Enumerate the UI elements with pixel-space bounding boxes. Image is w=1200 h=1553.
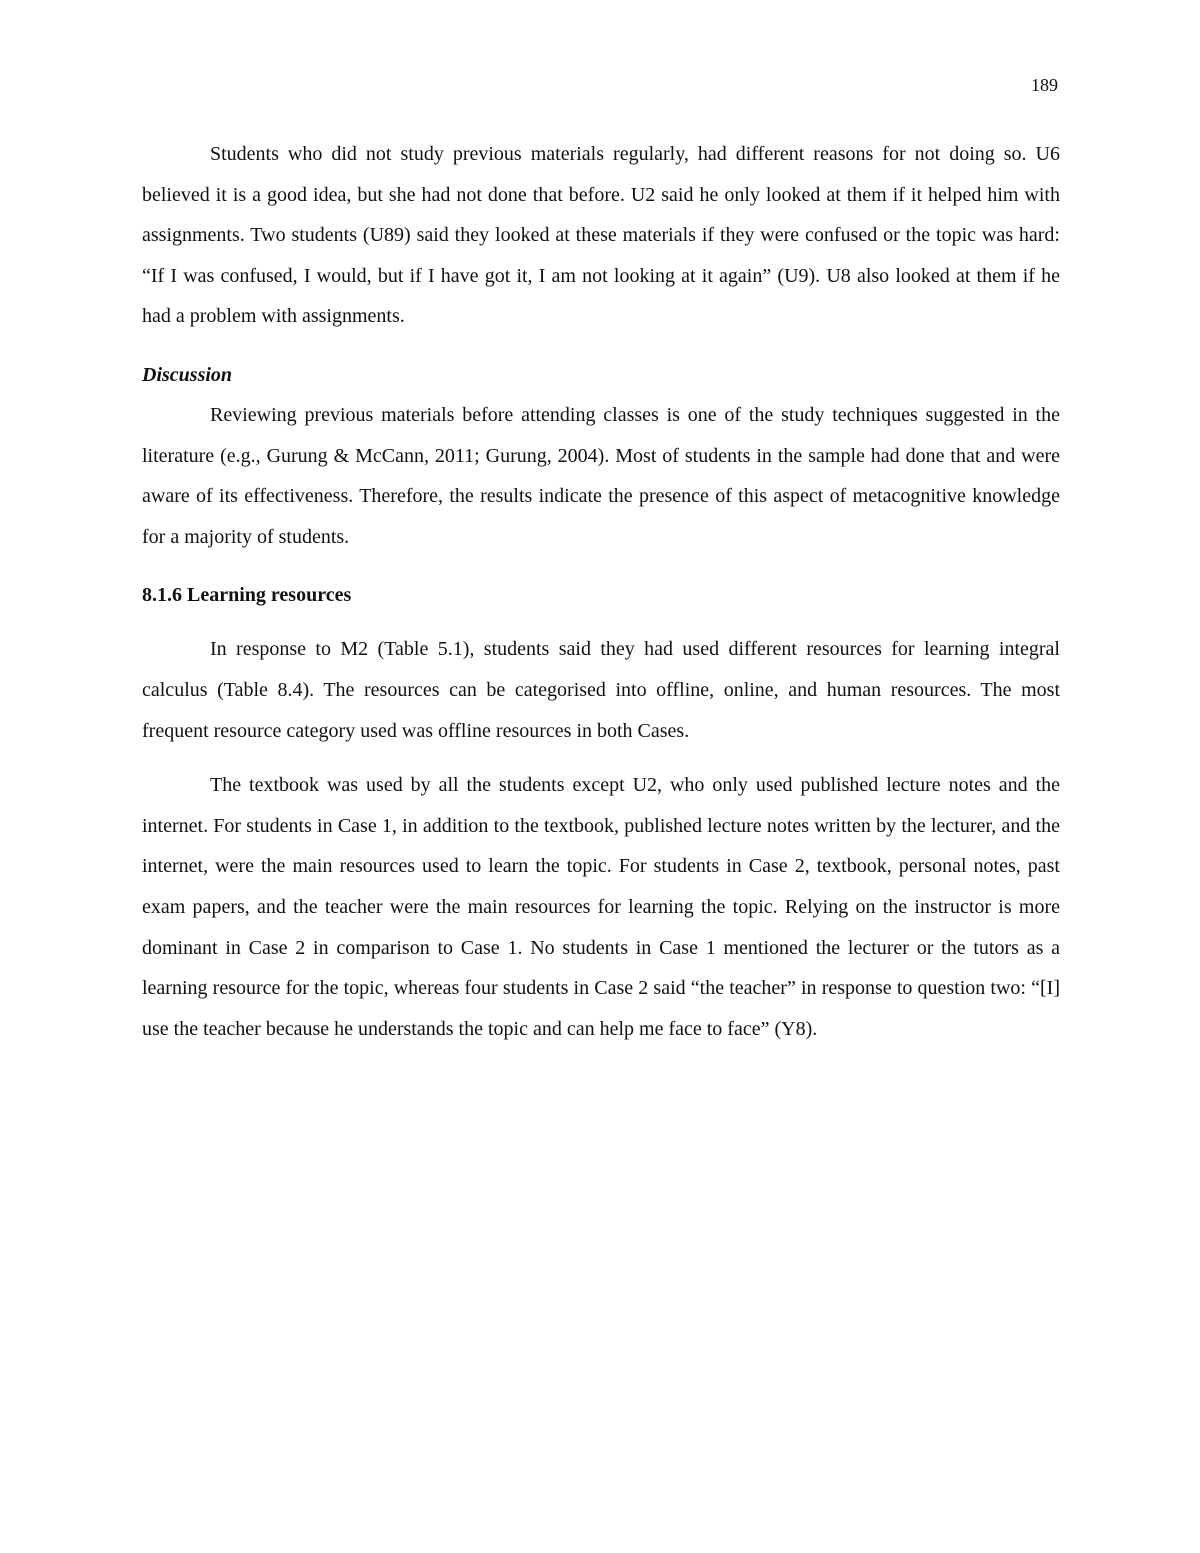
paragraph-reasons: Students who did not study previous materials regularly, had different reasons for not doing so. U6 believed it is a good idea, but she had not done that before. U2 said he only looked at them if it helped him with assignments. Two students (U89) said they looked at these materials if they were confused or the topic was hard: “If I was confused, I would, but if I have got it, I am not looking at it again” (U9). U8 also looked at them if he had a problem with assignments. [142,143,1060,328]
paragraph-resources-intro: In response to M2 (Table 5.1), students said they had used different resources for learning integral calculus (Table 8.4). The resources can be categorised into offline, online, and human resources. The most frequent resource category used was offline resources in both Cases. [142,638,1060,742]
section-heading-learning-resources: 8.1.6 Learning resources [142,584,352,607]
paragraph-textbook-usage: The textbook was used by all the students except U2, who only used published lecture notes and the internet. For students in Case 1, in addition to the textbook, published lecture notes written by the lecturer, and the internet, were the main resources used to learn the topic. For students in Case 2, textbook, personal notes, past exam papers, and the teacher were the main resources for learning the topic. Relying on the instructor is more dominant in Case 2 in comparison to Case 1. No students in Case 1 mentioned the lecturer or the tutors as a learning resource for the topic, whereas four students in Case 2 said “the teacher” in response to question two: “[I] use the teacher because he understands the topic and can help me face to face” (Y8). [142,774,1060,1040]
paragraph-discussion: Reviewing previous materials before attending classes is one of the study techniques suggested in the literature (e.g., Gurung & McCann, 2011; Gurung, 2004). Most of students in the sample had done that and were aware of its effectiveness. Therefore, the results indicate the presence of this aspect of metacognitive knowledge for a majority of students. [142,403,1060,548]
page-number: 189 [1031,75,1058,95]
discussion-heading: Discussion [142,363,233,386]
page-body [142,134,1060,1049]
